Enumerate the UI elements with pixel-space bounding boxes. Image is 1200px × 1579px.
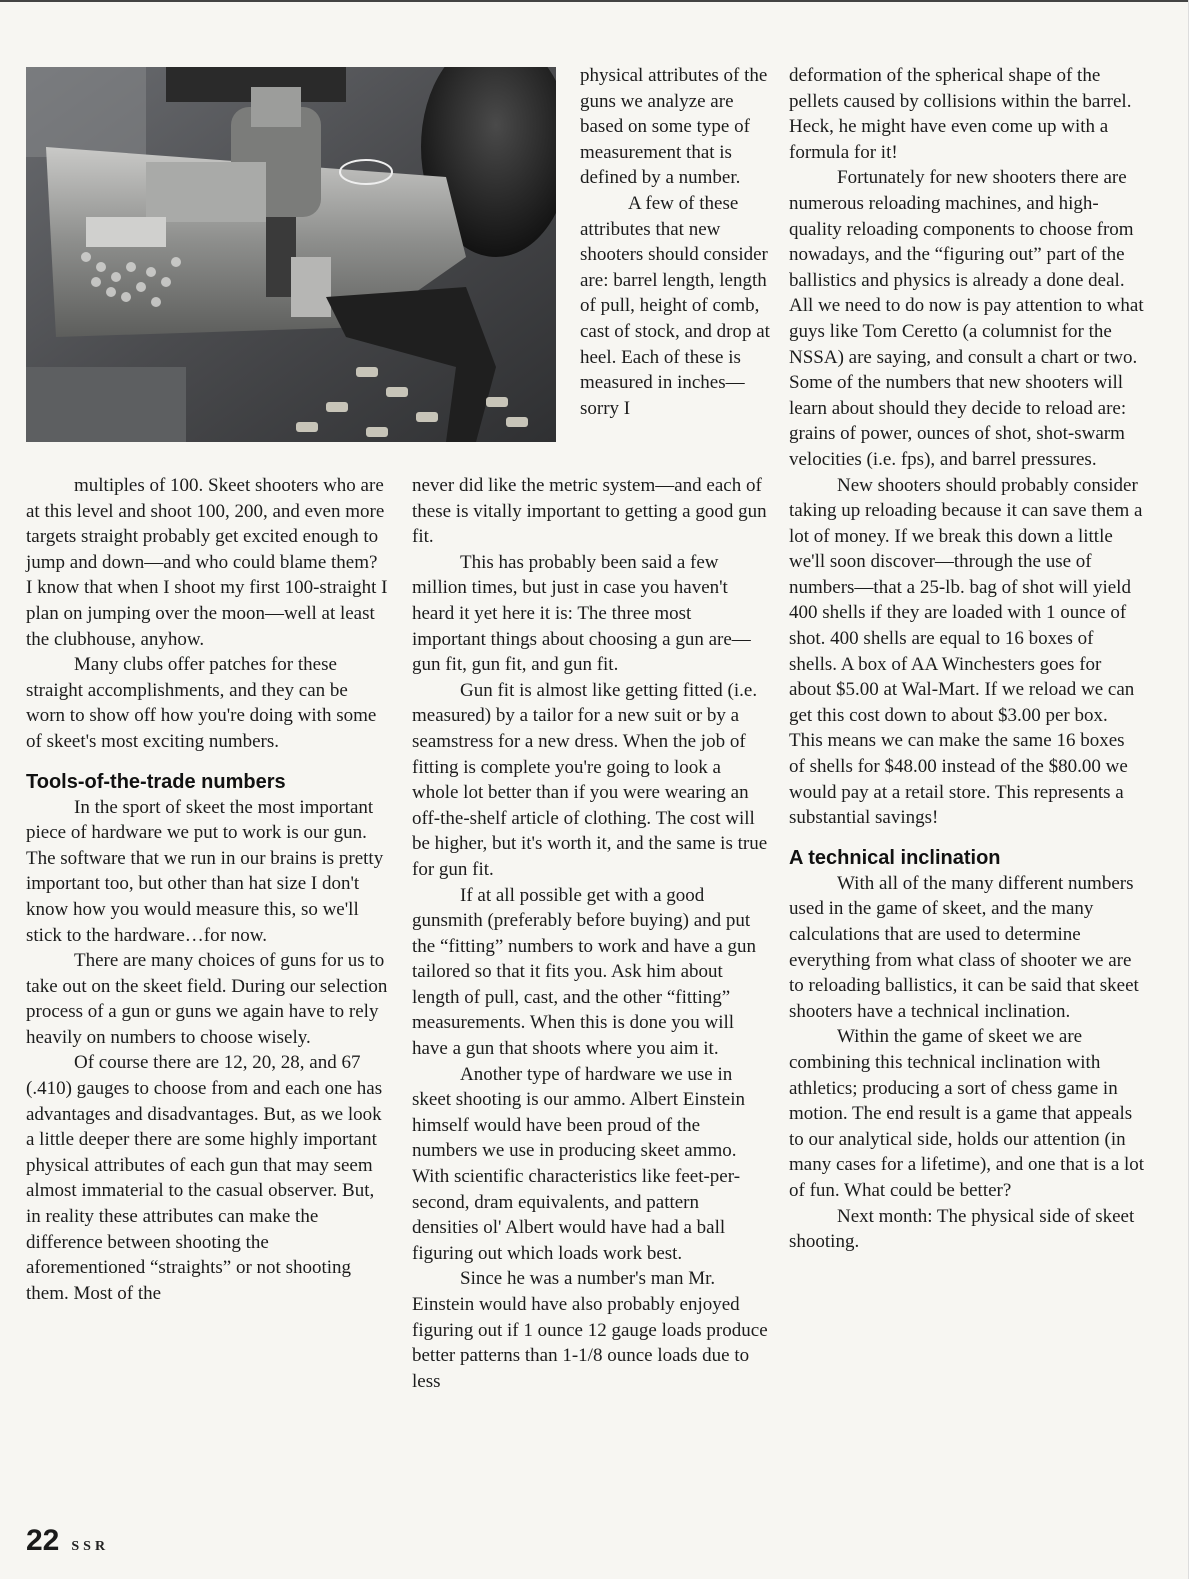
col3-paragraph-3: New shooters should probably consider taking up reloading because it can save them a lot of money. If we break this down a little we'll soon discover—through the use of numbers—that a 25-lb. bag of shot will yield 400 shells if they are loaded with 1 ounce of shot. 400 shells are equal to 16 boxes of shells. A box of AA Winchesters goes for about $5.00 at Wal-Mart. If we reload we can get this cost down to about $3.00 per box. This means we can make the same 16 boxes of shells for $48.00 instead of the $80.00 we would pay at a retail store. This represents a substantial savings! [789,474,1143,829]
page-right-edge [1188,0,1200,1579]
top-rule [0,0,1200,2]
subheading-tools-of-the-trade: Tools-of-the-trade numbers [26,770,286,793]
col2-paragraph-5: Another type of hardware we use in skeet shooting is our ammo. Albert Einstein himself would have been proud of the numbers we use in producing skeet ammo. With scientific characteristics like feet-per-second, dram equivalents, and pattern densities ol' Albert would have had a ball figuring out which loads work best. [412,1063,745,1264]
col1-paragraph-5: Of course there are 12, 20, 28, and 67 (.410) gauges to choose from and each one has advantages and disadvantages. But, as we look a little deeper there are some highly important physical attributes of each gun that may seem almost immaterial to the casual observer. But, in reality these attributes can make the difference between shooting the aforementioned “straights” or not shooting them. Most of the [26,1052,383,1304]
col3-paragraph-1: deformation of the spherical shape of the pellets caused by collisions within the barrel. Heck, he might have even come up with a formula for it! [789,65,1132,163]
col2-paragraph-4: If at all possible get with a good gunsmith (preferably before buying) and put the “fitting” numbers to work and have a gun tailored so that it fits you. Ask him about length of pull, cast, and the other “fitting” measurements. When this is done you will have a gun that shoots where you aim it. [412,884,757,1060]
page-footer [26,1524,109,1558]
col2-paragraph-3: Gun fit is almost like getting fitted (i.e. measured) by a tailor for a new suit or by a seamstress for a new dress. When the job of fitting is complete you're going to look a whole lot better than if you were wearing an off-the-shelf article of clothing. The cost will be higher, but it's worth it, and the same is true for gun fit. [412,679,768,880]
col1-paragraph-2: Many clubs offer patches for these straight accomplishments, and they can be worn to show off how you're doing with some of skeet's most exciting numbers. [26,654,377,752]
col3-paragraph-4: With all of the many different numbers used in the game of skeet, and the many calculations that are used to determine everything from what class of shooter we are to reloading ballistics, it can be said that skeet shooters have a technical inclination. [789,872,1139,1022]
column-1 [26,473,388,1306]
col1-paragraph-4: There are many choices of guns for us to take out on the skeet field. During our selection process of a gun or guns we again have to rely heavily on numbers to choose wisely. [26,950,388,1048]
col3-paragraph-5: Within the game of skeet we are combining this technical inclination with athletics; producing a sort of chess game in motion. The end result is a game that appeals to our analytical side, holds our attention (in many cases for a lifetime), and one that is a lot of fun. What could be better? [789,1026,1145,1201]
wrap-paragraph-2: A few of these attributes that new shooters should consider are: barrel length, length of pull, height of comb, cast of stock, and drop at heel. Each of these is measured in inches—sorry I [580,192,770,419]
col3-paragraph-6: Next month: The physical side of skeet shooting. [789,1205,1135,1253]
col3-paragraph-2: Fortunately for new shooters there are numerous reloading machines, and high-quality reloading components to choose from nowadays, and the “figuring out” part of the ballistics and physics is already a done deal. All we need to do now is pay attention to what guys like Tom Ceretto (a columnist for the NSSA) are saying, and consult a chart or two. Some of the numbers that new shooters will learn about should they decide to reload are: grains of power, ounces of shot, shot-swarm velocities (i.e. fps), and barrel pressures. [789,167,1144,470]
magazine-name: SSR [71,1539,110,1554]
col2-paragraph-1: never did like the metric system—and each of these is vitally important to getting a good gun fit. [412,475,767,548]
reloading-press-photo [26,67,556,442]
col2-paragraph-6: Since he was a number's man Mr. Einstein would have also probably enjoyed figuring out if 1 ounce 12 gauge loads produce better patterns than 1-1/8 ounce loads due to less [412,1268,768,1392]
wrap-paragraph-1: physical attributes of the guns we analyze are based on some type of measurement that is defined by a number. [580,65,768,189]
col2-paragraph-2: This has probably been said a few million times, but just in case you haven't heard it yet here it is: The three most important things about choosing a gun are—gun fit, gun fit, and gun fit. [412,551,751,676]
page-number: 22 [26,1524,60,1557]
col1-paragraph-3: In the sport of skeet the most important piece of hardware we put to work is our gun. The software that we run in our brains is pretty important too, but other than hat size I don't know how you would measure this, so we'll stick to the hardware…for now. [26,796,384,946]
subheading-technical-inclination: A technical inclination [789,846,1001,869]
photo-illustration [26,67,556,442]
col1-paragraph-1: multiples of 100. Skeet shooters who are at this level and shoot 100, 200, and even more targets straight probably get excited enough to jump and down—and who could blame them? I know that when I shoot my first 100-straight I plan on jumping over the moon—well at least the clubhouse, anyhow. [26,475,388,650]
column-2 [412,473,768,1394]
wrap-column [580,63,772,421]
column-3 [789,63,1145,1255]
